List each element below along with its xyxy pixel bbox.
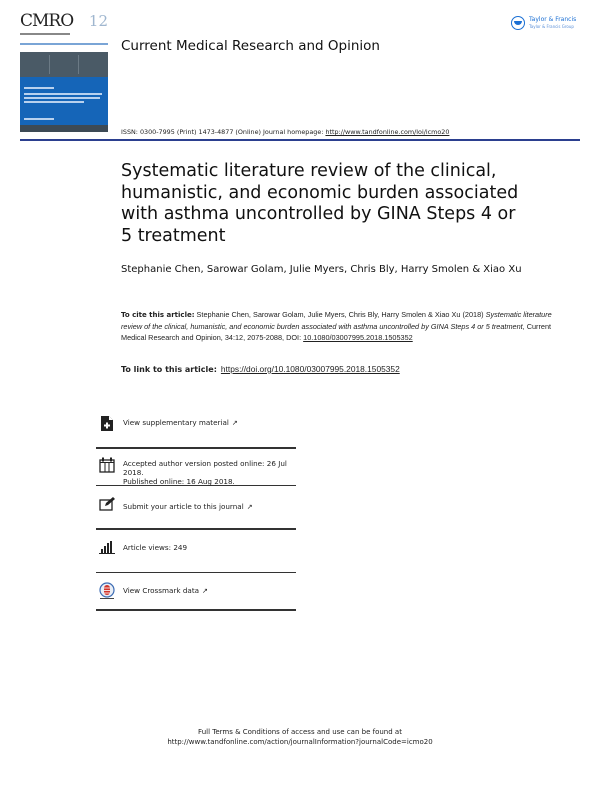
issn-text: ISSN: 0300-7995 (Print) 1473-4877 (Online) Journal homepage: bbox=[121, 128, 326, 136]
citation-doi-link[interactable]: 10.1080/03007995.2018.1505352 bbox=[303, 333, 413, 342]
cover-rule bbox=[20, 43, 108, 45]
terms-url[interactable]: http://www.tandfonline.com/action/journalInformation?journalCode=icmo20 bbox=[167, 738, 433, 746]
article-title: Systematic literature review of the clinical, humanistic, and economic burden associated with asthma uncontrolled by GINA Steps 4 or 5 treatment bbox=[121, 161, 519, 246]
calendar-icon bbox=[96, 457, 118, 473]
cover-logo: CMRO bbox=[20, 11, 74, 31]
cover-contents-panel bbox=[20, 52, 108, 77]
publisher-group: Taylor & Francis Group bbox=[529, 24, 574, 29]
article-views bbox=[96, 530, 296, 566]
issn-line bbox=[121, 128, 449, 136]
external-link-icon: ↗ bbox=[246, 503, 253, 511]
cover-subtitle-line bbox=[20, 33, 70, 35]
header-divider bbox=[20, 139, 580, 141]
citation-label: To cite this article: bbox=[121, 311, 195, 319]
info-divider bbox=[96, 609, 296, 611]
bar-chart-icon bbox=[96, 541, 118, 554]
submit-article-link[interactable] bbox=[96, 486, 296, 522]
crossmark-icon bbox=[96, 582, 118, 600]
accepted-date: Accepted author version posted online: 26 Jul 2018. bbox=[123, 458, 287, 477]
supplementary-label: View supplementary material bbox=[123, 418, 229, 427]
citation-authors: Stephanie Chen, Sarowar Golam, Julie Myers, Chris Bly, Harry Smolen & Xiao Xu (2018) bbox=[194, 310, 486, 319]
edit-icon bbox=[96, 497, 118, 511]
supplementary-file-icon bbox=[96, 416, 118, 431]
publisher-name: Taylor & Francis bbox=[529, 16, 577, 23]
terms-footer bbox=[0, 727, 600, 747]
cover-footer-band bbox=[20, 125, 108, 132]
journal-homepage-link[interactable]: http://www.tandfonline.com/loi/icmo20 bbox=[325, 128, 450, 136]
citation-block bbox=[121, 309, 561, 343]
citation-source: , Current Medical Research and Opinion, 34:12, 2075-2088, DOI: bbox=[121, 322, 552, 342]
article-info-list bbox=[96, 405, 296, 611]
submit-label: Submit your article to this journal bbox=[123, 502, 244, 511]
view-supplementary-material-link[interactable] bbox=[96, 405, 296, 441]
cover-feature-panel bbox=[20, 77, 108, 125]
article-authors: Stephanie Chen, Sarowar Golam, Julie Myers, Chris Bly, Harry Smolen & Xiao Xu bbox=[121, 264, 522, 275]
terms-text: Full Terms & Conditions of access and use can be found at bbox=[198, 728, 402, 736]
article-link-label: To link to this article: bbox=[121, 365, 217, 374]
citation-title: Systematic literature review of the clinical, humanistic, and economic burden associated with asthma uncontrolled by GINA Steps 4 or 5 treatment bbox=[121, 310, 552, 331]
journal-title: Current Medical Research and Opinion bbox=[121, 38, 380, 54]
cover-volume-number: 12 bbox=[88, 12, 108, 30]
publication-dates bbox=[96, 449, 296, 485]
crossmark-label: View Crossmark data bbox=[123, 586, 200, 595]
view-crossmark-link[interactable] bbox=[96, 573, 296, 609]
external-link-icon: ↗ bbox=[202, 587, 208, 595]
article-doi-link[interactable]: https://doi.org/10.1080/03007995.2018.1505352 bbox=[220, 364, 400, 374]
external-link-icon: ↗ bbox=[231, 419, 238, 427]
journal-cover-thumbnail bbox=[20, 12, 108, 132]
taylor-francis-logo bbox=[511, 16, 576, 30]
taylor-francis-logo-icon bbox=[511, 16, 525, 30]
published-date: Published online: 16 Aug 2018. bbox=[123, 476, 235, 486]
article-views-label: Article views: 249 bbox=[123, 543, 188, 552]
article-link-line bbox=[121, 364, 400, 374]
